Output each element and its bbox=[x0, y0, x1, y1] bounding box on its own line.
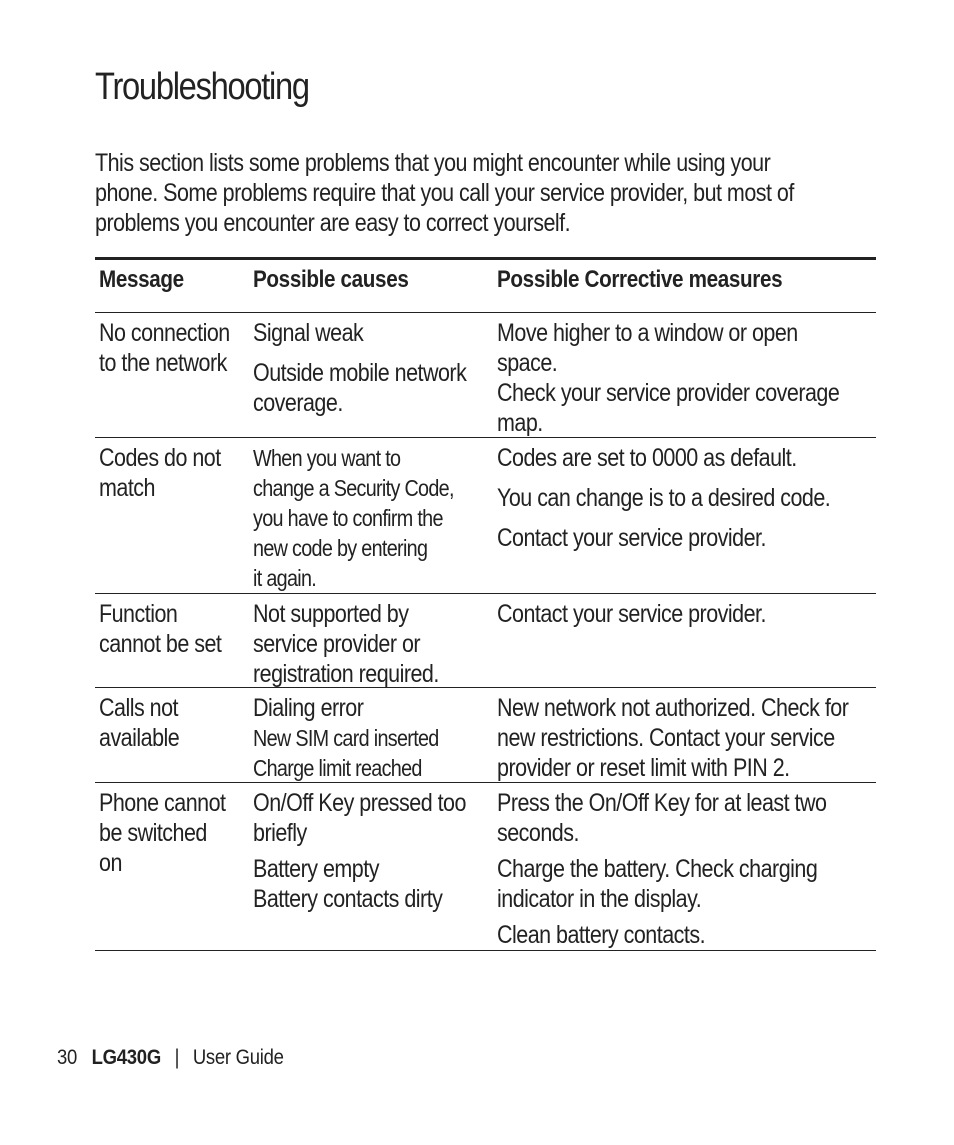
cell-line: Press the On/Off Key for at least two bbox=[497, 789, 827, 817]
row-measures bbox=[497, 599, 766, 629]
cell-line: coverage. bbox=[253, 389, 343, 417]
cell-line: Charge the battery. Check charging bbox=[497, 855, 818, 883]
header-possible-causes: Possible causes bbox=[253, 266, 409, 293]
cell-line: Battery empty bbox=[253, 855, 379, 883]
cell-line: Outside mobile network bbox=[253, 359, 467, 387]
cell-line: You can change is to a desired code. bbox=[497, 484, 831, 512]
cell-line: Move higher to a window or open bbox=[497, 319, 798, 347]
model-name: LG430G bbox=[91, 1046, 161, 1069]
cell-line: to the network bbox=[99, 349, 227, 377]
cell-line: Battery contacts dirty bbox=[253, 885, 443, 913]
table-header-row bbox=[95, 260, 876, 312]
cell-line: match bbox=[99, 474, 155, 502]
intro-line: This section lists some problems that you might encounter while using your bbox=[95, 149, 771, 177]
cell-line: Not supported by bbox=[253, 600, 409, 628]
page-number: 30 bbox=[57, 1046, 78, 1069]
row-causes bbox=[253, 599, 439, 689]
cell-line: you have to confirm the bbox=[253, 505, 443, 531]
cell-line: New SIM card inserted bbox=[253, 725, 439, 751]
cell-line: cannot be set bbox=[99, 630, 222, 658]
cell-line: registration required. bbox=[253, 660, 439, 688]
intro-line: phone. Some problems require that you call your service provider, but most of bbox=[95, 179, 794, 207]
row-causes bbox=[253, 788, 466, 914]
cell-line: Clean battery contacts. bbox=[497, 921, 706, 949]
troubleshooting-table bbox=[95, 257, 876, 951]
cell-line: Contact your service provider. bbox=[497, 524, 766, 552]
cell-line: indicator in the display. bbox=[497, 885, 702, 913]
cell-line: provider or reset limit with PIN 2. bbox=[497, 754, 790, 782]
cell-line: Signal weak bbox=[253, 319, 364, 347]
page-title: Troubleshooting bbox=[95, 66, 309, 108]
cell-line: on bbox=[99, 849, 122, 877]
row-message bbox=[99, 788, 226, 878]
row-measures bbox=[497, 318, 839, 438]
cell-line: Contact your service provider. bbox=[497, 600, 766, 628]
cell-line: New network not authorized. Check for bbox=[497, 694, 849, 722]
table-bottom-rule bbox=[95, 950, 876, 951]
cell-line: be switched bbox=[99, 819, 207, 847]
table-row bbox=[95, 594, 876, 687]
cell-line: space. bbox=[497, 349, 558, 377]
cell-line: Phone cannot bbox=[99, 789, 226, 817]
row-measures bbox=[497, 693, 848, 783]
cell-line: No connection bbox=[99, 319, 230, 347]
cell-line: Function bbox=[99, 600, 178, 628]
guide-label: User Guide bbox=[192, 1046, 284, 1069]
row-message bbox=[99, 599, 221, 659]
cell-line: available bbox=[99, 724, 180, 752]
page-footer bbox=[57, 1045, 284, 1071]
cell-line: Codes are set to 0000 as default. bbox=[497, 444, 797, 472]
row-measures bbox=[497, 443, 830, 553]
cell-line: Calls not bbox=[99, 694, 179, 722]
cell-line: When you want to bbox=[253, 445, 401, 471]
intro-paragraph bbox=[95, 148, 869, 238]
cell-line: service provider or bbox=[253, 630, 421, 658]
cell-line: Dialing error bbox=[253, 694, 364, 722]
intro-line: problems you encounter are easy to correct yourself. bbox=[95, 209, 571, 237]
row-causes bbox=[253, 318, 466, 418]
cell-line: new code by entering bbox=[253, 535, 428, 561]
cell-line: change a Security Code, bbox=[253, 475, 454, 501]
header-corrective-measures: Possible Corrective measures bbox=[497, 266, 783, 293]
cell-line: it again. bbox=[253, 565, 317, 591]
table-row bbox=[95, 783, 876, 950]
cell-line: On/Off Key pressed too bbox=[253, 789, 466, 817]
table-row bbox=[95, 688, 876, 782]
row-message bbox=[99, 318, 230, 378]
table-row bbox=[95, 438, 876, 593]
cell-line: map. bbox=[497, 409, 543, 437]
row-causes bbox=[253, 443, 454, 593]
cell-line: seconds. bbox=[497, 819, 579, 847]
row-message bbox=[99, 443, 221, 503]
row-measures bbox=[497, 788, 826, 950]
cell-line: new restrictions. Contact your service bbox=[497, 724, 835, 752]
footer-separator: | bbox=[174, 1046, 180, 1069]
row-message bbox=[99, 693, 179, 753]
header-message: Message bbox=[99, 266, 184, 293]
table-row bbox=[95, 313, 876, 437]
cell-line: Charge limit reached bbox=[253, 755, 422, 781]
cell-line: briefly bbox=[253, 819, 307, 847]
cell-line: Check your service provider coverage bbox=[497, 379, 840, 407]
cell-line: Codes do not bbox=[99, 444, 221, 472]
row-causes bbox=[253, 693, 439, 783]
